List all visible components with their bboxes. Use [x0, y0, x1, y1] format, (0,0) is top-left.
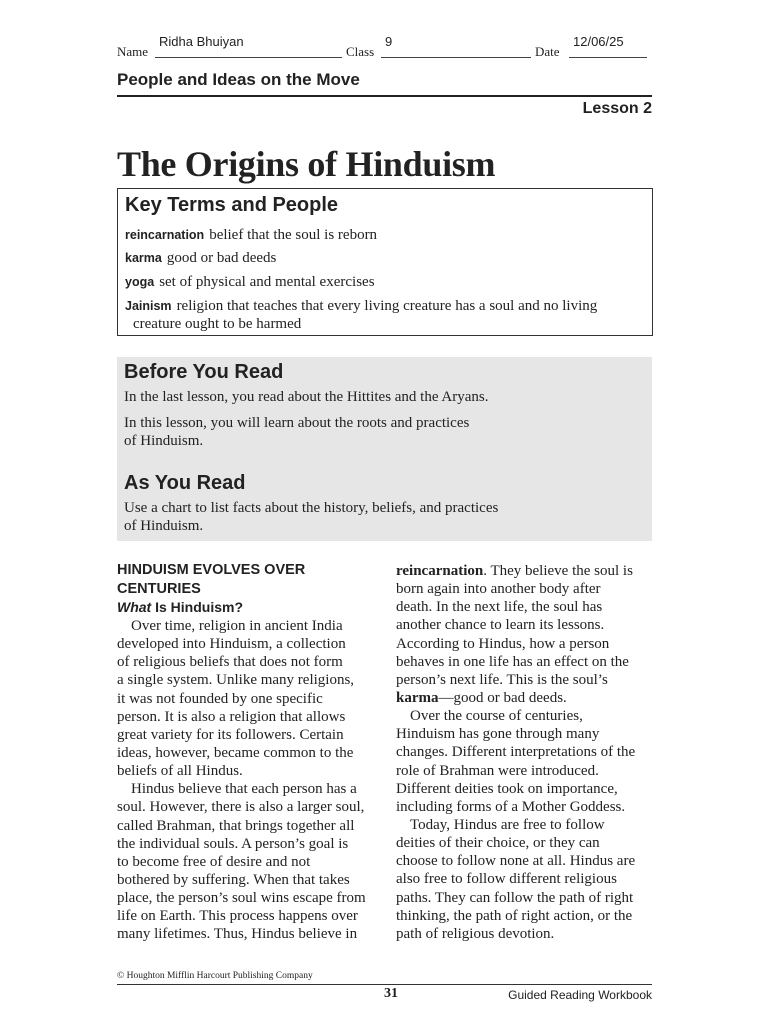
- section-heading: [117, 561, 305, 599]
- body-line: Today, Hindus are free to follow: [410, 816, 605, 833]
- as-you-read-text: of Hinduism.: [124, 518, 204, 534]
- body-line: another chance to learn its lessons.: [396, 617, 605, 634]
- key-term-word: Jainism: [125, 299, 172, 313]
- right-column-body: [396, 562, 654, 943]
- body-line: born again into another body after: [396, 581, 601, 598]
- body-line: thinking, the path of right action, or the: [396, 907, 633, 924]
- date-underline: [569, 57, 647, 58]
- subheading: [117, 599, 243, 615]
- key-term-word: reincarnation: [125, 228, 205, 242]
- body-line: Over the course of centuries,: [410, 708, 583, 725]
- body-line: soul. However, there is also a larger soul,: [117, 799, 365, 816]
- body-line: person’s next life. This is the soul’s: [396, 671, 608, 688]
- body-line: beliefs of all Hindus.: [117, 763, 243, 780]
- date-value: 12/06/25: [573, 34, 624, 49]
- body-line: person. It is also a religion that allows: [117, 708, 346, 725]
- key-term-item: [125, 249, 640, 267]
- before-you-read-text: of Hinduism.: [124, 433, 204, 449]
- subheading-text: Is Hinduism?: [151, 599, 244, 615]
- body-line: it was not founded by one specific: [117, 690, 323, 707]
- section-heading-line: CENTURIES: [117, 581, 201, 597]
- before-you-read-heading: Before You Read: [124, 361, 284, 383]
- as-you-read-heading: As You Read: [124, 472, 246, 494]
- key-term-item: [125, 273, 640, 291]
- name-value: Ridha Bhuiyan: [159, 34, 244, 49]
- body-line: [396, 689, 654, 707]
- key-term-item: [125, 226, 640, 244]
- body-line: role of Brahman were introduced.: [396, 762, 599, 779]
- left-column-body: [117, 617, 377, 944]
- page-title: The Origins of Hinduism: [117, 144, 496, 184]
- key-terms-box: [117, 188, 653, 336]
- body-line: also free to follow different religious: [396, 871, 617, 888]
- key-term-definition: religion that teaches that every living creature has a soul and no living: [176, 298, 598, 314]
- name-underline: [155, 57, 342, 58]
- workbook-name: Guided Reading Workbook: [508, 988, 652, 1002]
- before-you-read-text: In this lesson, you will learn about the roots and practices: [124, 415, 470, 431]
- body-line: a single system. Unlike many religions,: [117, 672, 355, 689]
- body-line: deities of their choice, or they can: [396, 835, 600, 852]
- body-line: changes. Different interpretations of the: [396, 744, 636, 761]
- body-text: —good or bad deeds.: [438, 689, 567, 706]
- key-terms-heading: Key Terms and People: [125, 194, 339, 216]
- key-term-inline: reincarnation: [396, 563, 484, 579]
- body-line: choose to follow none at all. Hindus are: [396, 853, 636, 870]
- body-line: the individual souls. A person’s goal is: [117, 835, 349, 852]
- footer-rule: [117, 984, 652, 985]
- key-term-word: karma: [125, 251, 162, 265]
- body-line: including forms of a Mother Goddess.: [396, 798, 626, 815]
- key-term-definition: set of physical and mental exercises: [159, 274, 375, 290]
- key-term-definition-continued: creature ought to be harmed: [133, 316, 302, 332]
- name-label: Name: [117, 44, 149, 59]
- body-line: developed into Hinduism, a collection: [117, 636, 346, 653]
- unit-title: People and Ideas on the Move: [117, 70, 360, 89]
- key-term-definition: belief that the soul is reborn: [209, 227, 378, 243]
- body-line: ideas, however, became common to the: [117, 744, 354, 761]
- body-line: great variety for its followers. Certain: [117, 726, 344, 743]
- section-heading-line: HINDUISM EVOLVES OVER: [117, 562, 306, 578]
- class-underline: [381, 57, 531, 58]
- key-term-item: [125, 297, 640, 333]
- body-line: Hinduism has gone through many: [396, 726, 600, 743]
- class-value: 9: [385, 34, 393, 49]
- body-line: many lifetimes. Thus, Hindus believe in: [117, 926, 358, 943]
- date-label: Date: [535, 44, 560, 59]
- body-line: Hindus believe that each person has a: [131, 781, 357, 798]
- body-line: behaves in one life has an effect on the: [396, 653, 629, 670]
- body-line: death. In the next life, the soul has: [396, 599, 603, 616]
- key-term-inline: karma: [396, 689, 439, 706]
- page-number: 31: [384, 986, 398, 1001]
- body-line: According to Hindus, how a person: [396, 635, 610, 652]
- body-line: Different deities took on importance,: [396, 780, 618, 797]
- key-term-definition: good or bad deeds: [166, 250, 277, 266]
- before-you-read-text: In the last lesson, you read about the Hittites and the Aryans.: [124, 389, 489, 405]
- copyright-notice: © Houghton Mifflin Harcourt Publishing Company: [117, 971, 313, 981]
- body-line: Over time, religion in ancient India: [131, 618, 343, 634]
- body-line: place, the person’s soul wins escape from: [117, 890, 366, 907]
- lesson-label: Lesson 2: [582, 100, 652, 117]
- body-line: paths. They can follow the path of right: [396, 889, 634, 906]
- unit-title-rule: [117, 95, 652, 97]
- body-line: [396, 562, 654, 580]
- body-line: to become free of desire and not: [117, 853, 311, 870]
- body-text: . They believe the soul is: [483, 563, 633, 579]
- class-label: Class: [346, 44, 375, 59]
- body-line: bothered by suffering. When that takes: [117, 871, 350, 888]
- as-you-read-text: Use a chart to list facts about the history, beliefs, and practices: [124, 500, 499, 516]
- body-line: path of religious devotion.: [396, 925, 555, 942]
- body-line: of religious beliefs that does not form: [117, 654, 343, 671]
- key-term-word: yoga: [125, 275, 155, 289]
- reading-preview-panel: [117, 357, 652, 541]
- subheading-emphasis: What: [117, 599, 152, 615]
- body-line: life on Earth. This process happens over: [117, 908, 358, 925]
- body-line: called Brahman, that brings together all: [117, 817, 355, 834]
